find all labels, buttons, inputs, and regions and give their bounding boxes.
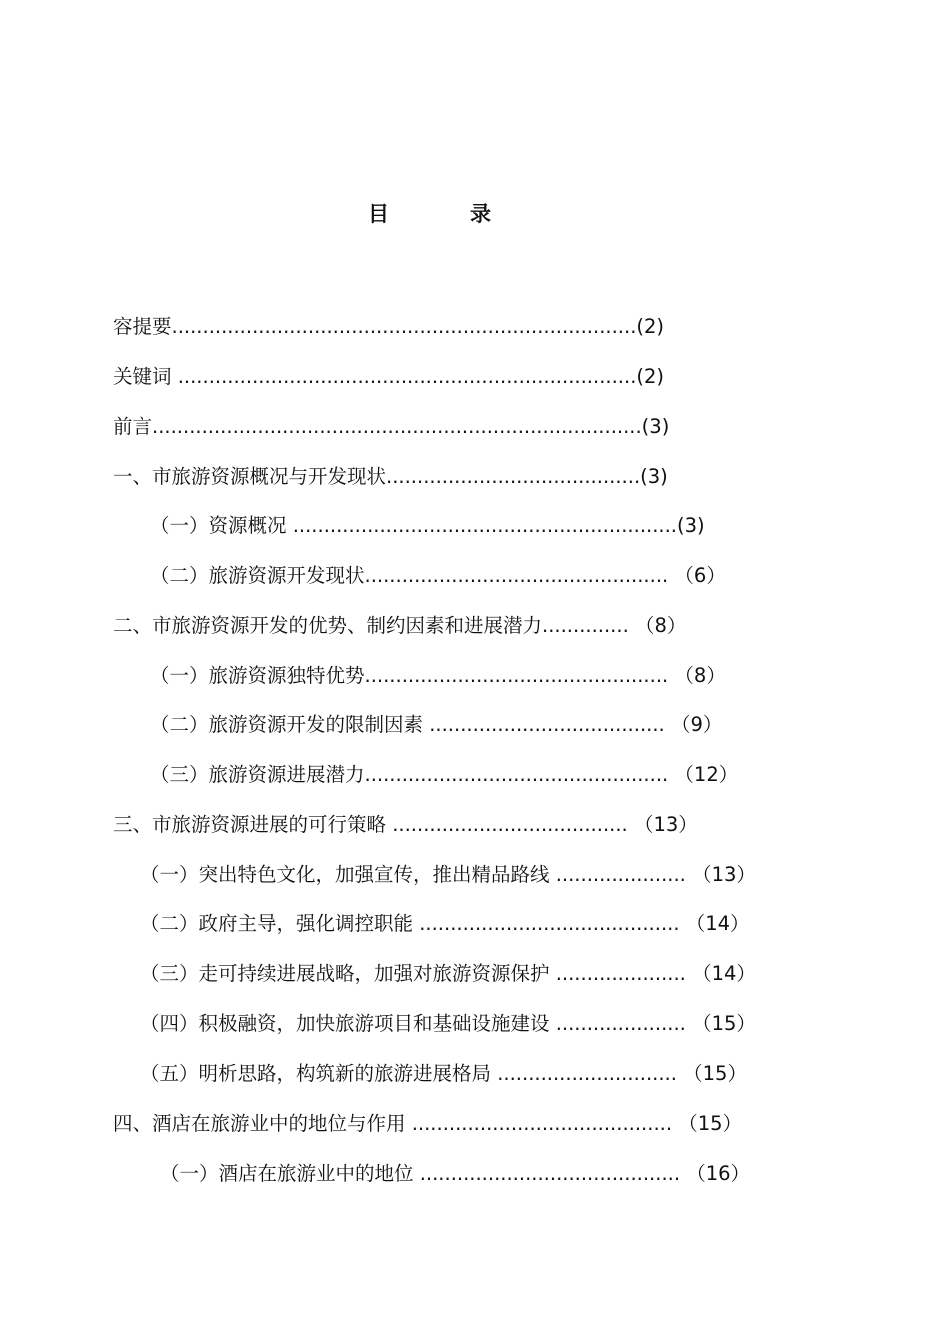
- toc-entry-section-2-2: （二）旅游资源开发的限制因素 ...................................... （9）: [150, 713, 723, 736]
- toc-entry-keywords: 关键词 ..........................................................................(2): [113, 365, 665, 388]
- toc-title-char-1: 目: [368, 202, 389, 226]
- toc-entry-section-2-3: （三）旅游资源进展潜力................................................. （12）: [150, 763, 739, 786]
- toc-entry-section-3-3: （三）走可持续进展战略，加强对旅游资源保护 ..................... （14）: [140, 962, 756, 985]
- toc-entry-abstract: 容提要...........................................................................(2): [113, 315, 665, 338]
- toc-entry-section-2: 二、市旅游资源开发的优势、制约因素和进展潜力.............. （8）: [113, 614, 687, 637]
- toc-entry-section-1: 一、市旅游资源概况与开发现状.........................................(3): [113, 465, 668, 488]
- toc-entry-section-3-4: （四）积极融资，加快旅游项目和基础设施建设 ..................... （15）: [140, 1012, 756, 1035]
- toc-entry-section-2-1: （一）旅游资源独特优势................................................. （8）: [150, 664, 726, 687]
- toc-entry-section-4-1: （一）酒店在旅游业中的地位 .......................................... （16）: [160, 1162, 751, 1185]
- toc-entry-preface: 前言...............................................................................(3): [113, 415, 670, 438]
- toc-entry-section-1-2: （二）旅游资源开发现状................................................. （6）: [150, 564, 726, 587]
- toc-entry-section-3: 三、市旅游资源进展的可行策略 ...................................... （13）: [113, 813, 698, 836]
- toc-title-char-2: 录: [470, 202, 491, 226]
- toc-entry-section-3-5: （五）明析思路，构筑新的旅游进展格局 ............................. （15）: [140, 1062, 747, 1085]
- toc-entry-section-3-2: （二）政府主导，强化调控职能 .......................................... （14）: [140, 912, 750, 935]
- toc-entry-section-3-1: （一）突出特色文化，加强宣传，推出精品路线 ..................... （13）: [140, 863, 756, 886]
- toc-entry-section-1-1: （一）资源概况 ..............................................................(3): [150, 514, 705, 537]
- toc-title: [0, 198, 950, 230]
- toc-entry-section-4: 四、酒店在旅游业中的地位与作用 .......................................... （15）: [113, 1112, 743, 1135]
